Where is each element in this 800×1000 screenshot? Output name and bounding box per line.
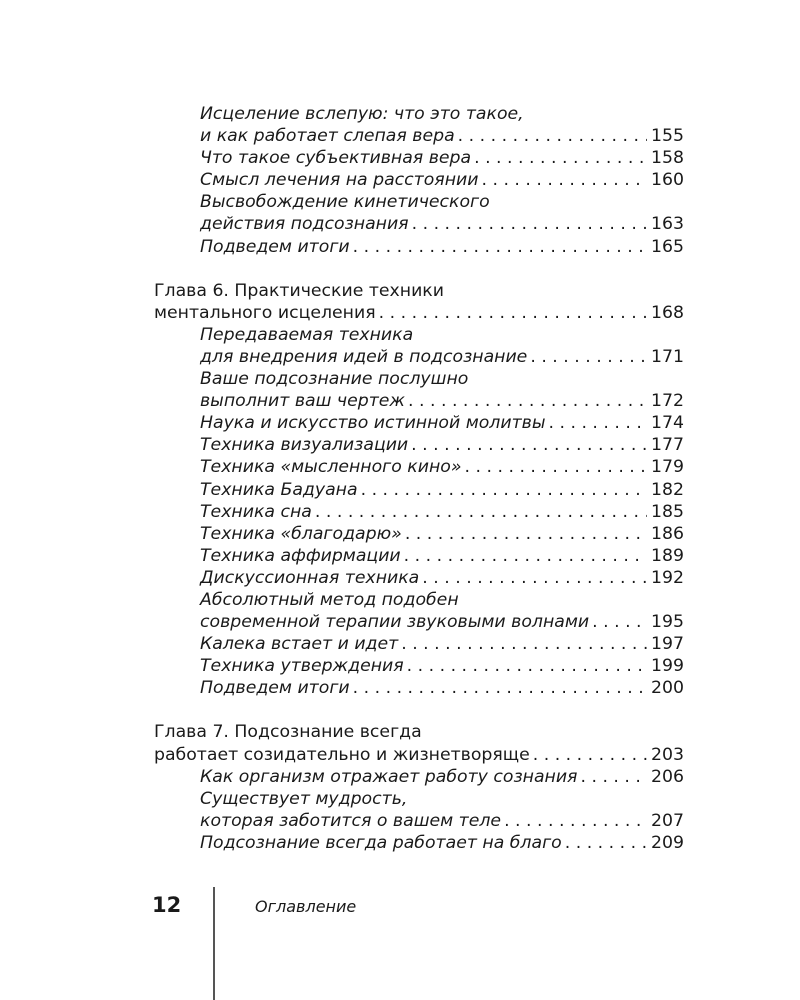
toc-entry [154, 501, 684, 523]
leader-dots [565, 832, 647, 854]
toc-entry [154, 191, 684, 213]
spacer [154, 699, 684, 721]
leader-dots [404, 545, 647, 567]
toc-entry-title: Абсолютный метод подобен [200, 589, 459, 610]
toc-entry-title: Исцеление вслепую: что это такое, [200, 104, 524, 124]
toc-entry [154, 832, 684, 854]
toc-entry [154, 213, 684, 235]
leader-dots [422, 567, 647, 589]
toc-entry [154, 788, 684, 810]
toc-entry [154, 434, 684, 456]
table-of-contents [154, 103, 684, 854]
toc-entry-title: Подсознание всегда работает на благо [200, 832, 562, 853]
leader-dots [353, 677, 647, 699]
toc-entry-title: и как работает слепая вера [200, 126, 455, 147]
toc-entry-title: Высвобождение кинетического [200, 192, 490, 213]
toc-entry-title: Калека встает и идет [200, 634, 399, 655]
toc-entry [154, 147, 684, 169]
toc-entry [154, 766, 684, 788]
leader-dots [401, 633, 647, 655]
spacer [154, 258, 684, 280]
toc-entry-page: 199 [651, 656, 684, 677]
toc-entry [154, 479, 684, 501]
toc-entry-title: Подведем итоги [200, 236, 350, 257]
toc-entry [154, 103, 684, 125]
toc-entry-title: Техника «благодарю» [200, 523, 402, 544]
page-number: 12 [152, 893, 182, 917]
leader-dots [474, 147, 647, 169]
toc-entry-page: 192 [651, 567, 684, 588]
toc-entry-title: Что такое субъективная вера [200, 148, 472, 169]
toc-entry-title: Техника сна [200, 501, 312, 522]
footer-divider [213, 887, 215, 1000]
toc-entry [154, 390, 684, 412]
leader-dots [580, 766, 647, 788]
toc-entry-page: 195 [651, 612, 684, 633]
toc-entry-page: 189 [651, 545, 684, 566]
toc-entry [154, 567, 684, 589]
toc-entry-page: 165 [651, 236, 684, 257]
toc-section-chapter5-items [154, 103, 684, 258]
toc-entry [154, 346, 684, 368]
toc-entry-page: 174 [651, 413, 684, 434]
toc-entry [154, 545, 684, 567]
chapter-7-title-line2: работает созидательно и жизнетворяще [154, 744, 530, 765]
toc-entry-title: Дискуссионная техника [200, 567, 420, 588]
leader-dots [379, 302, 647, 324]
chapter-6-title-line1: Глава 6. Практические техники [154, 280, 444, 301]
toc-entry-title: Техника визуализации [200, 435, 409, 456]
toc-entry-page: 207 [651, 810, 684, 831]
toc-entry-page: 182 [651, 479, 684, 500]
toc-entry-page: 209 [651, 832, 684, 853]
toc-entry [154, 655, 684, 677]
toc-entry-title: действия подсознания [200, 214, 409, 235]
toc-section-chapter6-items [154, 324, 684, 700]
toc-entry-page: 171 [651, 346, 684, 367]
leader-dots [408, 390, 647, 412]
toc-entry [154, 611, 684, 633]
leader-dots [361, 479, 647, 501]
toc-entry-page: 163 [651, 214, 684, 235]
leader-dots [530, 346, 647, 368]
leader-dots [411, 434, 647, 456]
toc-entry-title: Подведем итоги [200, 678, 350, 699]
toc-chapter-7-line1 [154, 721, 684, 743]
toc-entry-page: 160 [651, 170, 684, 191]
toc-entry [154, 324, 684, 346]
toc-entry-title: Ваше подсознание послушно [200, 369, 469, 390]
toc-entry [154, 125, 684, 147]
toc-entry-page: 186 [651, 523, 684, 544]
toc-entry-title: современной терапии звуковыми волнами [200, 612, 590, 633]
toc-entry [154, 412, 684, 434]
toc-entry-title: Техника «мысленного кино» [200, 457, 462, 478]
leader-dots [592, 611, 647, 633]
leader-dots [405, 523, 647, 545]
toc-entry-page: 158 [651, 148, 684, 169]
leader-dots [465, 456, 647, 478]
toc-entry [154, 523, 684, 545]
toc-entry [154, 368, 684, 390]
leader-dots [412, 213, 647, 235]
toc-entry-page: 200 [651, 678, 684, 699]
toc-entry [154, 236, 684, 258]
toc-entry-page: 197 [651, 634, 684, 655]
toc-entry-title: для внедрения идей в подсознание [200, 346, 528, 367]
toc-entry-title: Техника Бадуана [200, 479, 358, 500]
toc-section-chapter7-items [154, 766, 684, 854]
leader-dots [353, 236, 647, 258]
leader-dots [458, 125, 647, 147]
leader-dots [533, 744, 647, 766]
toc-entry [154, 677, 684, 699]
toc-entry [154, 810, 684, 832]
toc-entry-page: 206 [651, 766, 684, 787]
toc-chapter-6-line1 [154, 280, 684, 302]
toc-entry-title: которая заботится о вашем теле [200, 810, 502, 831]
toc-entry-page: 155 [651, 126, 684, 147]
toc-entry-page: 177 [651, 435, 684, 456]
leader-dots [481, 169, 647, 191]
toc-entry-page: 185 [651, 501, 684, 522]
toc-entry [154, 169, 684, 191]
toc-entry-page: 172 [651, 391, 684, 412]
toc-entry-title: Наука и искусство истинной молитвы [200, 413, 546, 434]
running-title: Оглавление [255, 897, 357, 916]
toc-entry [154, 456, 684, 478]
toc-entry-page: 179 [651, 457, 684, 478]
toc-entry-title: Передаваемая техника [200, 324, 414, 345]
toc-entry-title: выполнит ваш чертеж [200, 391, 405, 412]
leader-dots [407, 655, 647, 677]
toc-entry-title: Как организм отражает работу сознания [200, 766, 578, 787]
chapter-6-title-line2: ментального исцеления [154, 302, 376, 323]
toc-chapter-7-line2 [154, 744, 684, 766]
leader-dots [548, 412, 647, 434]
toc-entry-title: Смысл лечения на расстоянии [200, 170, 479, 191]
chapter-7-page: 203 [651, 744, 684, 765]
toc-entry-title: Техника аффирмации [200, 545, 401, 566]
leader-dots [504, 810, 647, 832]
toc-entry [154, 589, 684, 611]
toc-entry-title: Существует мудрость, [200, 788, 408, 809]
chapter-6-page: 168 [651, 302, 684, 323]
toc-entry-title: Техника утверждения [200, 656, 404, 677]
toc-entry [154, 633, 684, 655]
leader-dots [315, 501, 647, 523]
chapter-7-title-line1: Глава 7. Подсознание всегда [154, 722, 422, 743]
toc-chapter-6-line2 [154, 302, 684, 324]
